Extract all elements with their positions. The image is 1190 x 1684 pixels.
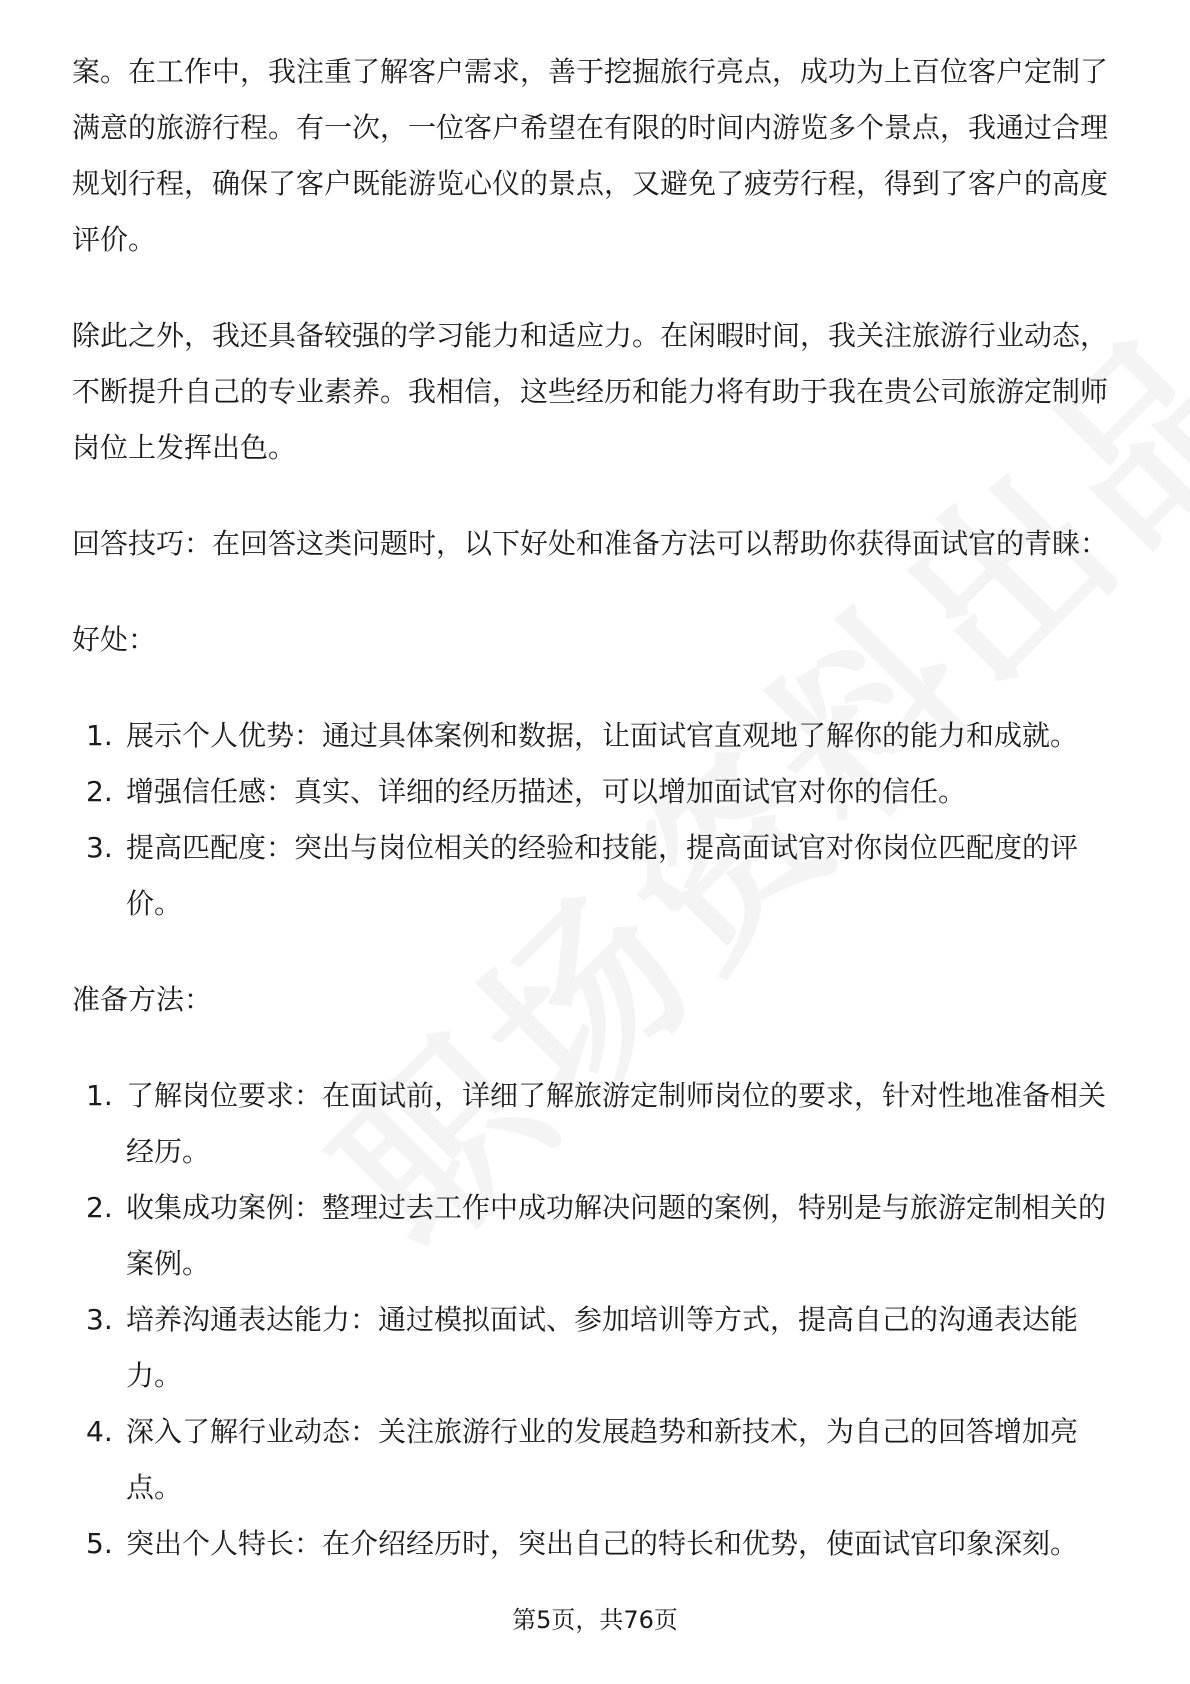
list-item-text: 突出个人特长：在介绍经历时，突出自己的特长和优势，使面试官印象深刻。: [126, 1527, 1079, 1560]
list-item: [72, 708, 1120, 764]
list-number: 3.: [86, 1303, 113, 1336]
list-item-text: 收集成功案例：整理过去工作中成功解决问题的案例，特别是与旅游定制相关的案例。: [126, 1191, 1107, 1280]
methods-list: [72, 1068, 1120, 1572]
list-item: [72, 1516, 1120, 1572]
paragraph-experience: 案。在工作中，我注重了解客户需求，善于挖掘旅行亮点，成功为上百位客户定制了满意的旅游行程。有一次，一位客户希望在有限的时间内游览多个景点，我通过合理规划行程，确保了客户既能游览心仪的景点，又避免了疲劳行程，得到了客户的高度评价。: [72, 55, 1109, 256]
list-item: [72, 1292, 1120, 1404]
list-item: [72, 1180, 1120, 1292]
list-item-text: 展示个人优势：通过具体案例和数据，让面试官直观地了解你的能力和成就。: [126, 719, 1079, 752]
benefits-heading: 好处：: [72, 623, 157, 656]
list-number: 2.: [86, 1191, 113, 1224]
list-item-text: 了解岗位要求：在面试前，详细了解旅游定制师岗位的要求，针对性地准备相关经历。: [126, 1079, 1107, 1168]
list-number: 4.: [86, 1415, 113, 1448]
list-item-text: 培养沟通表达能力：通过模拟面试、参加培训等方式，提高自己的沟通表达能力。: [126, 1303, 1079, 1392]
methods-heading: 准备方法：: [72, 983, 213, 1016]
list-number: 3.: [86, 831, 113, 864]
list-item: [72, 764, 1120, 820]
page-content: [72, 44, 1120, 1612]
list-item-text: 增强信任感：真实、详细的经历描述，可以增加面试官对你的信任。: [126, 775, 967, 808]
paragraph-tips-intro: 回答技巧：在回答这类问题时，以下好处和准备方法可以帮助你获得面试官的青睐：: [72, 527, 1109, 560]
page-number: 第5页，共76页: [512, 1606, 678, 1634]
paragraph-abilities: 除此之外，我还具备较强的学习能力和适应力。在闲暇时间，我关注旅游行业动态，不断提升自己的专业素养。我相信，这些经历和能力将有助于我在贵公司旅游定制师岗位上发挥出色。: [72, 319, 1109, 464]
list-number: 5.: [86, 1527, 113, 1560]
list-number: 1.: [86, 1079, 113, 1112]
benefits-list: [72, 708, 1120, 932]
list-item: [72, 820, 1120, 932]
list-number: 1.: [86, 719, 113, 752]
list-number: 2.: [86, 775, 113, 808]
list-item: [72, 1404, 1120, 1516]
list-item-text: 提高匹配度：突出与岗位相关的经验和技能，提高面试官对你岗位匹配度的评价。: [126, 831, 1079, 920]
list-item-text: 深入了解行业动态：关注旅游行业的发展趋势和新技术，为自己的回答增加亮点。: [126, 1415, 1079, 1504]
page-footer: [0, 1604, 1190, 1636]
list-item: [72, 1068, 1120, 1180]
